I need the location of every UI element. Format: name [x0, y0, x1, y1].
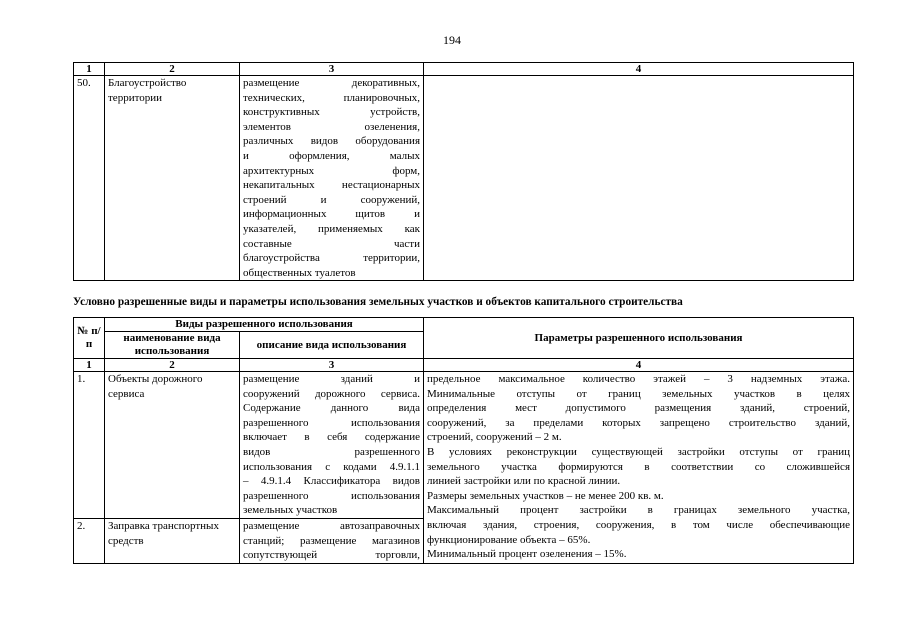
use-name: Заправка транспортных средств	[105, 518, 240, 563]
description-line: сопутствующей торговли,	[243, 549, 421, 562]
description-line: использования с кодами 4.9.1.1	[243, 460, 421, 473]
description-line: конструктивных устройств,	[243, 106, 420, 119]
table-row	[74, 372, 854, 519]
column-number: 2	[105, 63, 240, 76]
description-line: размещение автозаправочных	[243, 519, 421, 532]
row-number: 50.	[74, 76, 105, 281]
description-line: общественных туалетов	[243, 266, 356, 279]
section-title: Условно разрешенные виды и параметры использования земельных участков и объектов капитального строительства	[73, 296, 683, 308]
parameter-line: земельного участка формируются в соответствии со сложившейся	[427, 460, 851, 473]
use-name: Объекты дорожного сервиса	[105, 372, 240, 519]
table-column-numbers	[74, 359, 854, 372]
description-line: видов разрешенного	[243, 445, 421, 458]
table-conditional-uses	[73, 317, 854, 564]
description-line: и оформления, малых	[243, 149, 420, 162]
table-row	[74, 76, 854, 281]
use-parameters	[424, 76, 854, 281]
description-line: элементов озеленения,	[243, 120, 420, 133]
table-header-row	[74, 318, 854, 332]
table-permitted-uses	[73, 62, 854, 281]
column-number: 1	[74, 359, 105, 372]
parameter-line: Максимальный процент застройки в границах земельного участка,	[427, 504, 851, 517]
parameter-line: Размеры земельных участков – не менее 200 кв. м.	[427, 489, 664, 502]
parameter-line: Минимальный процент озеленения – 15%.	[427, 548, 627, 561]
column-number: 4	[424, 359, 854, 372]
description-line: земельных участков	[243, 504, 338, 517]
description-line: Содержание данного вида	[243, 402, 421, 415]
description-line: размещение декоративных,	[243, 77, 420, 89]
description-line: указателей, применяемых как	[243, 222, 420, 235]
use-description	[240, 518, 424, 563]
description-line: строений и сооружений,	[243, 193, 420, 206]
column-number: 3	[240, 359, 424, 372]
parameter-line: включая здания, строения, сооружения, в том числе обеспечивающие	[427, 518, 851, 531]
description-line: – 4.9.1.4 Классификатора видов	[243, 475, 421, 488]
use-parameters	[424, 372, 854, 564]
use-name: Благоустройство территории	[105, 76, 240, 281]
description-line: технических, планировочных,	[243, 91, 420, 104]
header-name: наименование вида использования	[105, 332, 240, 359]
parameter-line: В условиях реконструкции существующей застройки отступы от границ	[427, 445, 851, 458]
parameter-line: предельное максимальное количество этажей – 3 надземных этажа.	[427, 373, 851, 385]
column-number: 1	[74, 63, 105, 76]
use-description	[240, 76, 424, 281]
parameter-line: определения мест допустимого размещения зданий, строений,	[427, 402, 851, 415]
header-number: № п/п	[74, 318, 105, 359]
description-line: некапитальных нестационарных	[243, 179, 420, 192]
description-line: информационных щитов и	[243, 208, 420, 221]
row-number: 1.	[74, 372, 105, 519]
description-line: различных видов оборудования	[243, 135, 420, 148]
description-line: благоустройства территории,	[243, 252, 420, 265]
header-description: описание вида использования	[240, 332, 424, 359]
description-line: архитектурных форм,	[243, 164, 420, 177]
column-number: 2	[105, 359, 240, 372]
column-number: 4	[424, 63, 854, 76]
description-line: включает в себя содержание	[243, 431, 421, 444]
parameter-line: строений, сооружений – 2 м.	[427, 431, 562, 444]
table-column-numbers	[74, 63, 854, 76]
row-number: 2.	[74, 518, 105, 563]
parameter-line: функционирование объекта – 65%.	[427, 533, 591, 546]
page-number: 194	[443, 33, 461, 47]
column-number: 3	[240, 63, 424, 76]
header-group: Виды разрешенного использования	[105, 318, 424, 332]
parameter-line: сооружений, за пределами которых запрещено строительство зданий,	[427, 416, 851, 429]
parameter-line: линией застройки или по красной линии.	[427, 475, 621, 488]
description-line: разрешенного использования	[243, 416, 421, 429]
description-line: станций; размещение магазинов	[243, 534, 421, 547]
description-line: размещение зданий и	[243, 373, 421, 385]
description-line: разрешенного использования	[243, 489, 421, 502]
parameter-line: Минимальные отступы от границ земельных участков в целях	[427, 387, 851, 400]
description-line: сооружений дорожного сервиса.	[243, 387, 421, 400]
header-params: Параметры разрешенного использования	[424, 318, 854, 359]
description-line: составные части	[243, 237, 420, 250]
use-description	[240, 372, 424, 519]
